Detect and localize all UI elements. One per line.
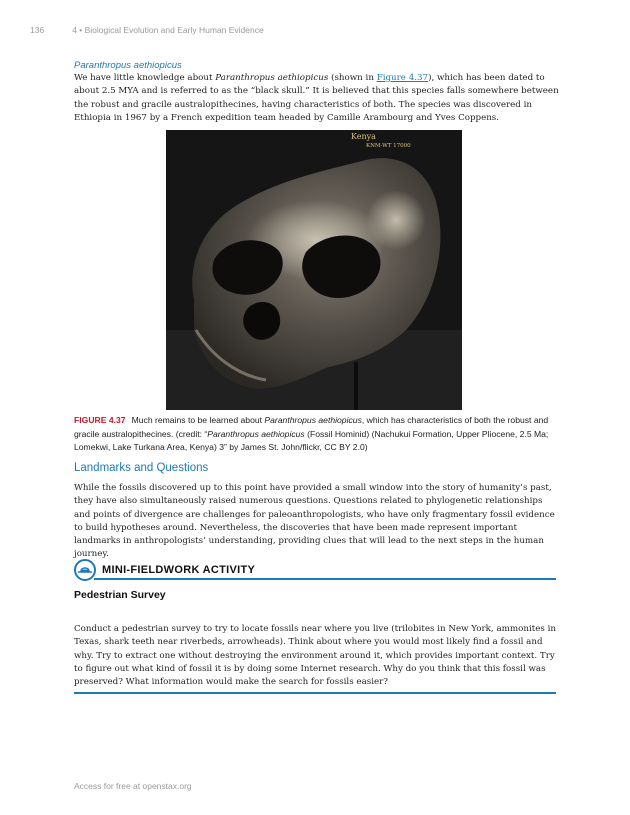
activity-title: MINI-FIELDWORK ACTIVITY xyxy=(102,564,256,576)
species-heading: Paranthropus aethiopicus xyxy=(74,60,182,71)
page-footer: Access for free at openstax.org xyxy=(74,781,192,791)
species-paragraph: We have little knowledge about Paranthropus aethiopicus (shown in Figure 4.37), which has been dated to about 2.5 MYA and is referred to as the “black skull.” It is believed that this species falls somewhere between the robust and gracile australopithecines, having characteristics of both. The species was discovered in Ethiopia in 1967 by a French expedition team headed by Camille Arambourg and Yves Coppens. xyxy=(74,73,559,123)
species-name: Paranthropus aethiopicus xyxy=(215,73,329,83)
figure-label: FIGURE 4.37 xyxy=(74,415,126,425)
activity-banner xyxy=(74,559,556,583)
activity-subtitle: Pedestrian Survey xyxy=(74,589,166,601)
skull-illustration xyxy=(166,130,462,410)
chapter-title: 4 • Biological Evolution and Early Human Evidence xyxy=(72,25,264,35)
skull-photo xyxy=(166,130,462,410)
explorer-hat-icon xyxy=(74,559,96,581)
figure-link[interactable]: Figure 4.37 xyxy=(376,73,429,83)
activity-paragraph: Conduct a pedestrian survey to try to locate fossils near where you live (trilobites in New York, ammonites in Texas, shark teeth near riverbeds, arrowheads). Think about where you would most likely find a fossil and why. Try to extract one without destroying the environment around it, which provides important context. Try to figure out what kind of fossil it is by doing some Internet research. Why do you think that this fossil was preserved? What information would make the search for fossils easier? xyxy=(74,624,556,688)
running-header xyxy=(30,25,264,35)
activity-rule xyxy=(94,578,556,580)
photo-label-specimen: KNM-WT 17000 xyxy=(366,143,411,149)
page-number: 136 xyxy=(30,25,45,35)
section-heading: Landmarks and Questions xyxy=(74,462,209,474)
activity-bottom-rule xyxy=(74,692,556,694)
figure-caption: FIGURE 4.37 Much remains to be learned about Paranthropus aethiopicus, which has characteristics of both the robust and gracile australopithecines. (credit: “Paranthropus aethiopicus (Fossil Hominid) (Nachukui Formation, Upper Pliocene, 2.5 Ma; Lomekwi, Lake Turkana Area, Kenya) 3” by James St. John/flickr, CC BY 2.0) xyxy=(74,415,549,452)
photo-label-country: Kenya xyxy=(351,132,376,141)
landmarks-paragraph: While the fossils discovered up to this point have provided a small window into the story of humanity’s past, they have also simultaneously raised numerous questions. Questions related to phylogenetic relationships and points of divergence are challenges for paleoanthropologists, who have only fragmentary fossil evidence to build hypotheses around. Nevertheless, the discoveries that have been made represent important landmarks in anthropologists’ understanding, providing clues that will lead to the next steps in the human journey. xyxy=(74,483,555,560)
